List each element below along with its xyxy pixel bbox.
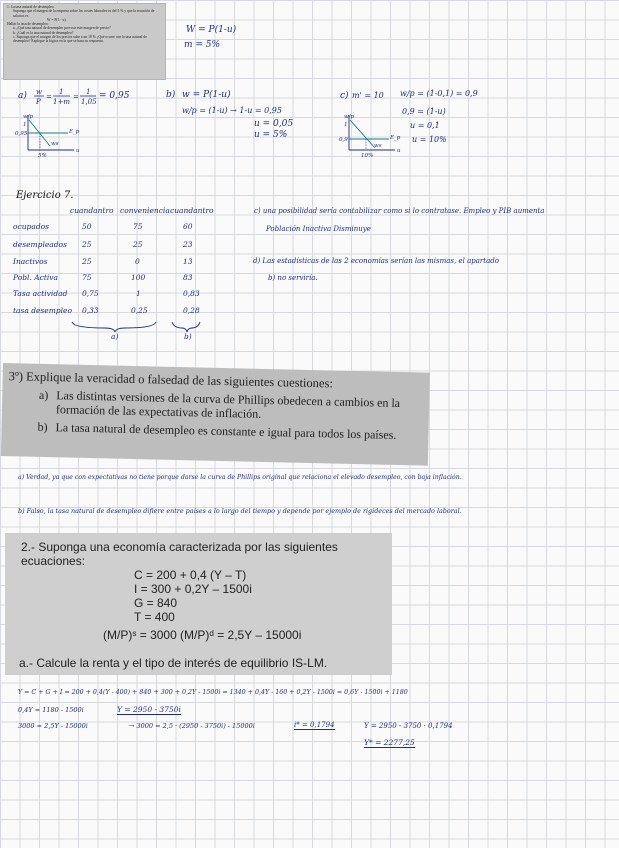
lm-curve: 3000 = 2,5Y - 15000i [18,722,88,730]
table-cell: 75 [82,273,92,282]
frac2-den: 1+m [53,98,70,106]
statement-line: Suponga que el margen de la empresa sobre los costes laborales es del 5 % y que la ecuación de salarios es [13,9,155,18]
exercise-2-part-a: a.- Calcule la renta y el tipo de interés de equilibrio IS-LM. [19,656,328,670]
price-setting-label: E_p [390,135,401,141]
answer-d-line-2: b) no serviría. [268,274,318,282]
wage-setting-label: ws [374,143,382,149]
column-header-2: conveniencia [120,206,170,215]
exercise-2-statement [5,533,392,675]
table-cell: 25 [82,240,92,249]
brace-b-label: b) [184,332,192,341]
x-tick-label: 10% [361,153,374,159]
item-text: La tasa natural de desempleo es constante e igual para todos los países. [55,420,397,442]
item-text: Las distintas versiones de la curva de Phillips obedecen a cambios en la formación de las expectativas de inflación. [55,388,401,421]
table-cell: 83 [183,273,193,282]
statement-line: b. ¿Cuál es la tasa natural de desempleo? [13,30,74,35]
is-curve: Y = 2950 - 3750i [117,705,181,714]
table-cell: 13 [183,257,193,266]
row-label: ocupados [13,222,49,231]
equilibrium-y-substitution: Y = 2950 - 3750 · 0,1794 [364,722,453,730]
x-axis-label: u [397,148,401,154]
table-cell: 75 [133,222,143,231]
exercise-1-statement [3,3,166,80]
wage-setting-label: ws [51,141,59,147]
part-b-line-4: u = 5% [254,130,288,140]
row-label: Tasa actividad [13,289,68,298]
row-label: desempleados [13,240,67,249]
frac2-num: 1 [59,88,64,96]
top-tick-label: 1 [23,122,27,128]
table-cell: 25 [133,240,143,249]
labor-market-graph-c [337,112,417,162]
row-label: Pobl. Activa [13,273,58,282]
column-header-1: cuandantro [70,206,114,215]
part-b-line-2: w/p = (1-u) → 1-u = 0,95 [182,106,282,115]
part-c-markup: m' = 10 [352,91,384,100]
table-cell: 0,75 [82,289,99,298]
statement-equation: W = P(1 - u). [47,17,67,22]
is-derivation-line: Y = C + G + I = 200 + 0,4(Y - 400) + 840 + 300 + 0,2Y - 1500i = 1340 + 0,4Y - 160 + 0,2Y - 1500i = 0,6Y - 1500i + 1180 [18,689,408,696]
exercise-3-statement [1,363,430,466]
consumption-equation: C = 200 + 0,4 (Y – T) [134,568,247,582]
part-b-line-1: w = P(1-u) [182,90,231,100]
frac1-den: P [36,98,41,106]
is-lm-substitution: → 3000 = 2,5 · (2950 - 3750i) - 15000i [129,722,255,730]
money-supply-equation: (M/P)ˢ = 3000 [103,628,177,642]
statement-line: a. ¿Qué tasa natural de desempleo provoca este margen de precio? [13,26,111,31]
price-setting-label: E_p [69,129,80,135]
statement-line: c. Suponga que el margen de los precios sube a un 10 % ¿Qué ocurre con la tasa natural de desempleo? Explique la lógica en la que se basa su respuesta. [13,35,147,44]
statement-line: Hallar la tasa de desempleo: [7,22,49,27]
item-letter: a) [38,387,49,403]
question-3-item-a [8,387,424,424]
x-axis-label: u [76,148,80,154]
x-tick-label: 5% [38,153,47,159]
brace-b [172,322,200,332]
svg-text:=: = [73,93,79,101]
labor-market-graph-a [16,112,96,162]
table-cell: 50 [82,222,92,231]
wage-equation-note: W = P(1-u) [186,25,237,35]
table-cell: 0,28 [183,306,200,315]
table-cell: 1 [136,289,141,298]
investment-equation: I = 300 + 0,2Y – 1500i [134,582,252,596]
y-tick-label: 0,95 [15,131,28,137]
y-tick-label: 0,9 [339,137,348,143]
equilibrium-interest: i* = 0,1794 [294,721,335,729]
table-cell: 0,33 [82,306,99,315]
answer-3b: b) Falso, la tasa natural de desempleo difiere entre países a lo largo del tiempo y depende por ejemplo de rigideces del mercado laboral. [18,507,462,515]
part-c-line-3: u = 0,1 [410,121,440,130]
answer-d-line-1: d) Las estadísticas de las 2 economías serían las mismas, el apartado [253,257,499,265]
item-letter: b) [37,419,48,435]
column-header-3: cuandantro [170,206,214,215]
question-3-title: 3º) Explique la veracidad o falsedad de las siguientes cuestiones: [8,369,334,391]
part-a-result: = 0,95 [99,91,130,101]
wage-setting-curve [350,120,375,148]
answer-c-line-1: c) una posibilidad sería contabilizar como si lo contratase. Empleo y PIB aumenta [254,207,545,215]
markup-note: m = 5% [184,40,221,50]
part-a-label: a) [18,91,27,101]
table-cell: 25 [82,257,92,266]
frac1-num: w [36,88,42,96]
svg-text:=: = [46,93,52,101]
frac3-den: 1,05 [81,98,97,106]
part-c-label: c) [340,91,349,101]
brace-a-label: a) [111,332,119,341]
part-c-line-2: 0,9 = (1-u) [402,107,446,116]
exercise-7-title: Ejercicio 7. [16,190,74,201]
is-simplified: 0,4Y = 1180 - 1500i [18,706,84,714]
government-equation: G = 840 [134,596,178,610]
exercise-2-intro: 2.- Suponga una economía caracterizada por las siguientes ecuaciones: [21,540,338,568]
part-b-label: b) [166,90,176,100]
statement-line: 1. La tasa natural de desempleo. [7,5,55,9]
table-cell: 23 [183,240,193,249]
row-label: tasa desempleo [13,306,72,315]
table-cell: 0,83 [183,289,200,298]
row-label: Inactivos [13,257,48,266]
table-cell: 0 [135,257,140,266]
y-axis-label: w/p [344,114,355,120]
frac3-num: 1 [86,88,91,96]
tax-equation: T = 400 [134,610,175,624]
table-cell: 60 [183,222,193,231]
answer-c-line-2: Población Inactiva Disminuye [266,225,371,233]
money-demand-equation: (M/P)ᵈ = 2,5Y – 15000i [180,628,302,642]
table-cell: 0,25 [131,306,148,315]
brace-a [72,322,156,332]
equilibrium-income: Y* = 2277,25 [364,738,415,747]
part-c-line-1: w/p = (1-0,1) = 0,9 [400,89,478,98]
y-axis-label: w/p [23,114,34,120]
table-cell: 100 [131,273,146,282]
top-tick-label: 1 [344,122,348,128]
part-b-line-3: u = 0,05 [254,119,294,129]
answer-3a: a) Verdad, ya que con expectativas no tiene porque darse la curva de Phillips original que relaciona el elevado desempleo, con baja inflación. [18,474,462,481]
part-c-line-4: u = 10% [412,135,447,144]
